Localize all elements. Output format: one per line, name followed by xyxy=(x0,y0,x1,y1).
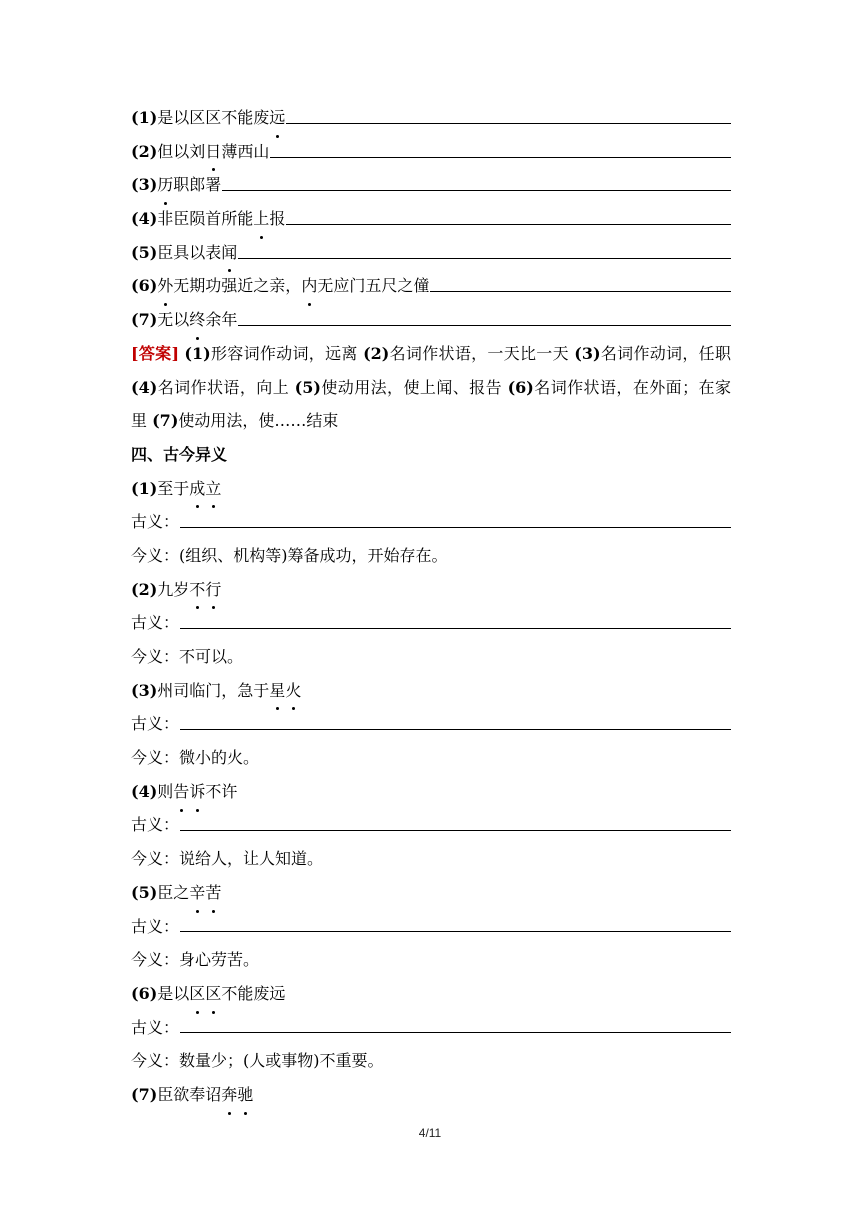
answer-text: 名词作状语，在外面；在家里 xyxy=(131,377,731,431)
ancient-meaning-row xyxy=(131,707,731,741)
modern-meaning: 说给人，让人知道。 xyxy=(179,849,324,869)
modern-meaning-row xyxy=(131,640,731,674)
item-number: (1) xyxy=(131,478,158,498)
item-text: 州司临门，急于星火 xyxy=(157,674,301,708)
exercise-item xyxy=(131,472,731,506)
modern-label: 今义： xyxy=(131,545,180,565)
ancient-label: 古义： xyxy=(131,714,180,734)
ancient-label: 古义： xyxy=(131,613,180,633)
modern-label: 今义： xyxy=(131,1051,180,1071)
answer-text: 形容词作动词，远离 xyxy=(210,343,358,363)
exercise-item xyxy=(131,977,731,1011)
exercise-item xyxy=(131,202,731,236)
ancient-label: 古义： xyxy=(131,815,180,835)
modern-meaning-row xyxy=(131,539,731,573)
answer-blank[interactable] xyxy=(180,627,731,629)
item-number: (3) xyxy=(131,680,158,700)
modern-meaning-row xyxy=(131,943,731,977)
modern-label: 今义： xyxy=(131,647,180,667)
item-text: 则告诉不许 xyxy=(157,775,237,809)
answer-num: (5) xyxy=(294,377,321,397)
answer-blank[interactable] xyxy=(180,930,731,932)
exercise-item xyxy=(131,876,731,910)
item-number: (7) xyxy=(131,1084,158,1104)
exercise-item xyxy=(131,674,731,708)
item-text: 至于成立 xyxy=(157,472,221,506)
exercise-item xyxy=(131,775,731,809)
answer-blank[interactable] xyxy=(286,223,731,225)
ancient-meaning-row xyxy=(131,505,731,539)
exercise-item xyxy=(131,573,731,607)
answer-num: (4) xyxy=(131,377,158,397)
modern-label: 今义： xyxy=(131,950,180,970)
page-number: 4/11 xyxy=(418,1126,442,1140)
ancient-label: 古义： xyxy=(131,916,180,936)
answer-paragraph xyxy=(131,337,731,438)
answer-text: 使动用法，使……结束 xyxy=(178,411,339,431)
item-number: (2) xyxy=(131,141,158,161)
ancient-meaning-row xyxy=(131,910,731,944)
item-text: 历职郎署 xyxy=(157,168,221,202)
item-text: 但以刘日薄西山 xyxy=(157,135,269,169)
answer-num: (7) xyxy=(152,411,179,431)
ancient-meaning-row xyxy=(131,606,731,640)
item-number: (3) xyxy=(131,175,158,195)
item-number: (5) xyxy=(131,882,158,902)
modern-label: 今义： xyxy=(131,748,180,768)
item-text: 无以终余年 xyxy=(157,303,237,337)
modern-meaning: 微小的火。 xyxy=(179,748,260,768)
item-text: 臣欲奉诏奔驰 xyxy=(157,1078,253,1112)
modern-meaning-row xyxy=(131,1044,731,1078)
modern-meaning: 数量少；(人或事物)不重要。 xyxy=(179,1051,384,1071)
answer-blank[interactable] xyxy=(180,1031,731,1033)
answer-blank[interactable] xyxy=(430,290,731,292)
item-text: 外无期功强近之亲，内无应门五尺之僮 xyxy=(157,269,429,303)
exercise-item xyxy=(131,303,731,337)
modern-meaning-row xyxy=(131,842,731,876)
answer-num: (2) xyxy=(363,343,390,363)
item-text: 九岁不行 xyxy=(157,573,221,607)
answer-blank[interactable] xyxy=(238,257,731,259)
exercise-item xyxy=(131,135,731,169)
answer-num: (1) xyxy=(184,343,211,363)
exercise-item xyxy=(131,236,731,270)
answer-text: 名词作状语，向上 xyxy=(157,377,290,397)
item-number: (2) xyxy=(131,579,158,599)
item-number: (4) xyxy=(131,209,158,229)
exercise-item xyxy=(131,1078,731,1112)
answer-text: 名词作状语，一天比一天 xyxy=(389,343,569,363)
item-number: (7) xyxy=(131,310,158,330)
answer-tag: [答案] xyxy=(131,343,180,363)
answer-blank[interactable] xyxy=(180,728,731,730)
answer-blank[interactable] xyxy=(180,526,731,528)
item-text: 非臣陨首所能上报 xyxy=(157,202,285,236)
modern-meaning: (组织、机构等)筹备成功，开始存在。 xyxy=(179,545,448,565)
item-number: (1) xyxy=(131,108,158,127)
exercise-item xyxy=(131,101,731,135)
answer-blank[interactable] xyxy=(180,829,731,831)
modern-label: 今义： xyxy=(131,849,180,869)
modern-meaning: 身心劳苦。 xyxy=(179,950,260,970)
exercise-item xyxy=(131,168,731,202)
answer-blank[interactable] xyxy=(270,156,731,158)
ancient-label: 古义： xyxy=(131,1017,180,1037)
ancient-meaning-row xyxy=(131,808,731,842)
answer-num: (6) xyxy=(507,377,534,397)
answer-blank[interactable] xyxy=(222,189,731,191)
exercise-item xyxy=(131,269,731,303)
answer-blank[interactable] xyxy=(238,324,731,326)
item-number: (5) xyxy=(131,242,158,262)
item-text: 是以区区不能废远 xyxy=(157,977,285,1011)
answer-num: (3) xyxy=(574,343,601,363)
modern-meaning-row xyxy=(131,741,731,775)
item-number: (4) xyxy=(131,781,158,801)
answer-text: 使动用法，使上闻、报告 xyxy=(320,377,503,397)
ancient-label: 古义： xyxy=(131,512,180,532)
ancient-meaning-row xyxy=(131,1011,731,1045)
item-number: (6) xyxy=(131,983,158,1003)
section-heading: 四、古今异义 xyxy=(131,444,228,464)
item-text: 臣具以表闻 xyxy=(157,236,237,270)
item-text: 臣之辛苦 xyxy=(157,876,221,910)
document-body xyxy=(131,101,731,1112)
item-number: (6) xyxy=(131,276,158,296)
answer-text: 名词作动词，任职 xyxy=(600,343,731,363)
modern-meaning: 不可以。 xyxy=(179,647,244,667)
answer-blank[interactable] xyxy=(286,122,731,124)
item-text: 是以区区不能废远 xyxy=(157,101,285,135)
